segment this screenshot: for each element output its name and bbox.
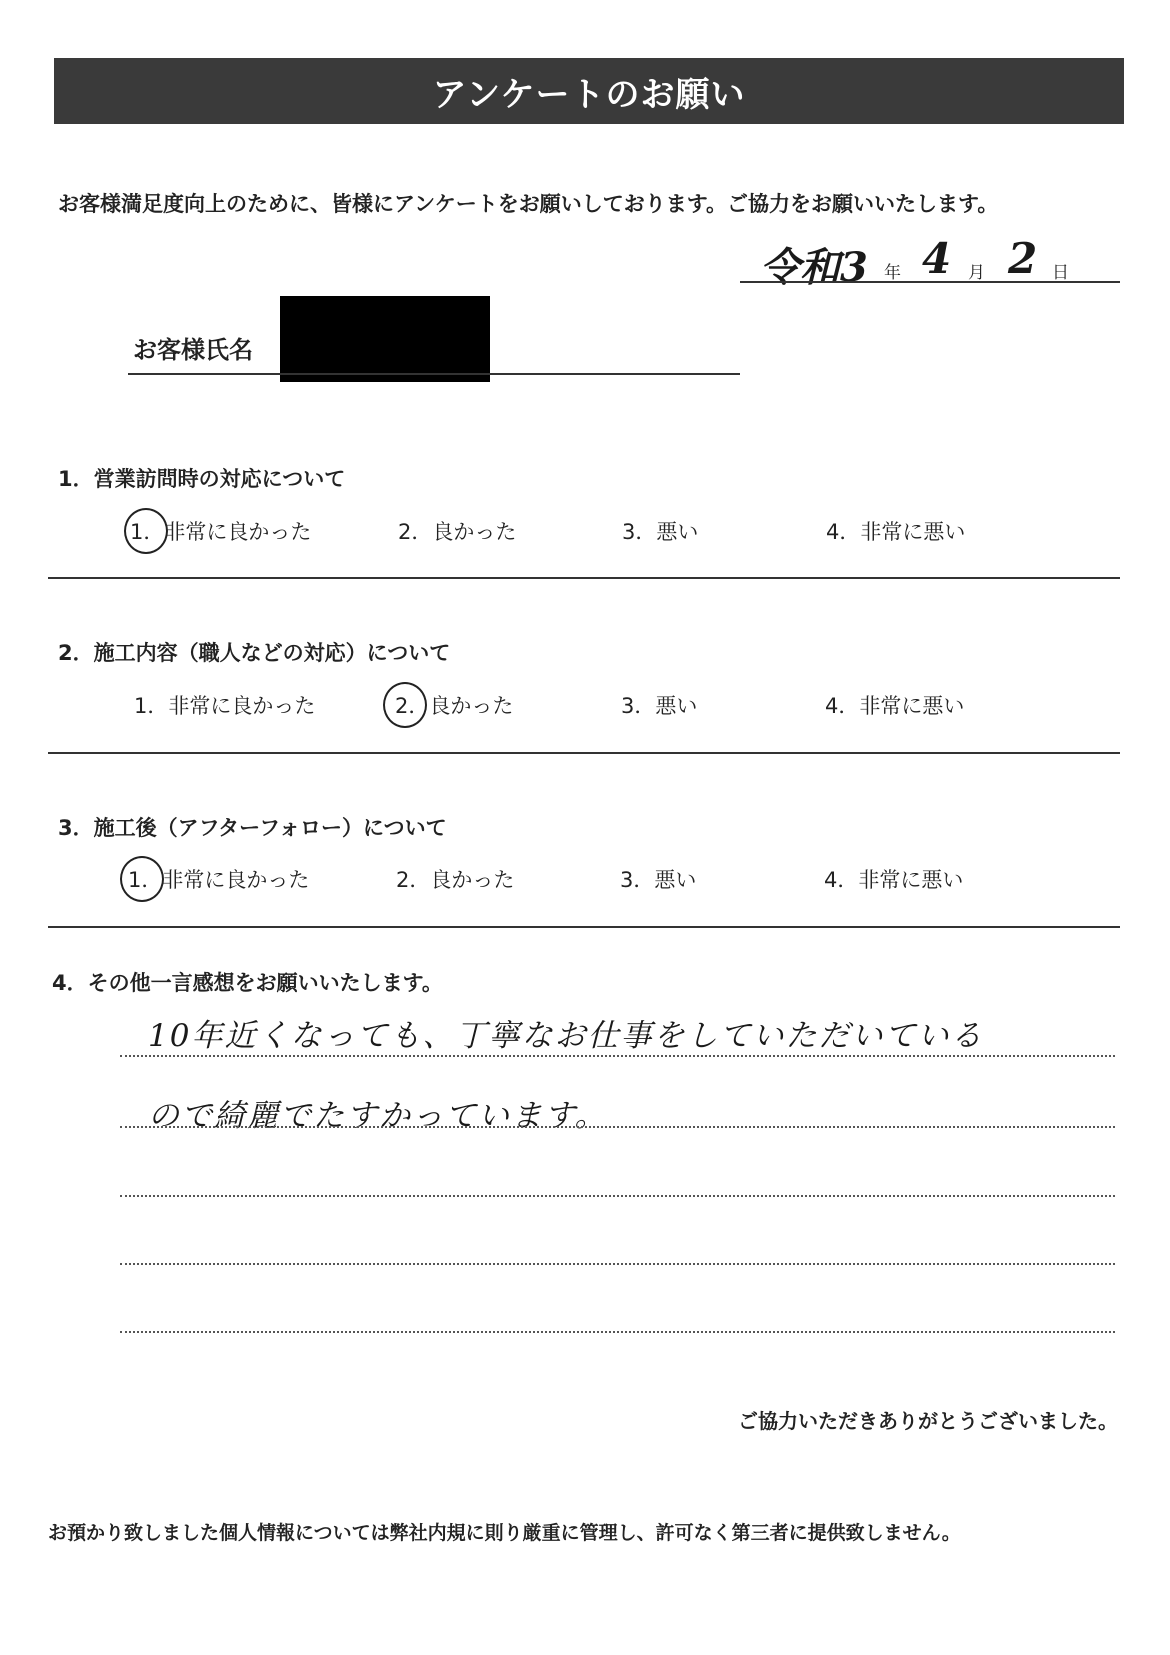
date-year-unit: 年 (884, 263, 901, 283)
date-day-unit: 日 (1052, 263, 1069, 283)
question-2-option-1[interactable]: 1．非常に良かった (134, 694, 316, 718)
question-1-title: 1．営業訪問時の対応について (58, 467, 346, 491)
question-3-separator (48, 926, 1120, 928)
date-day-value: 2 (1008, 234, 1038, 283)
question-1-separator (48, 577, 1120, 579)
privacy-notice: お預かり致しました個人情報については弊社内規に則り厳重に管理し、許可なく第三者に提供致しません。 (48, 1522, 961, 1544)
question-2-separator (48, 752, 1120, 754)
comment-title: 4．その他一言感想をお願いいたします。 (52, 971, 443, 995)
date-month-value: 4 (922, 234, 952, 283)
date-field (760, 234, 1120, 291)
question-1-option-4[interactable]: 4．非常に悪い (826, 520, 966, 544)
question-3-option-3[interactable]: 3．悪い (620, 868, 697, 892)
comment-dotted-line-4 (120, 1263, 1115, 1265)
customer-name-label: お客様氏名 (133, 336, 253, 364)
comment-dotted-line-1 (120, 1055, 1115, 1057)
question-1-option-1[interactable]: 1．非常に良かった (130, 520, 312, 544)
question-2-option-2[interactable]: 2．良かった (395, 694, 514, 718)
redacted-customer-name (280, 296, 490, 382)
title-banner (54, 58, 1124, 124)
comment-dotted-line-3 (120, 1195, 1115, 1197)
question-3-title: 3．施工後（アフターフォロー）について (58, 816, 447, 840)
intro-text: お客様満足度向上のために、皆様にアンケートをお願いしております。ご協力をお願いいたします。 (58, 192, 999, 216)
question-3-option-2[interactable]: 2．良かった (396, 868, 515, 892)
question-2-option-4[interactable]: 4．非常に悪い (825, 694, 965, 718)
customer-name-underline (128, 373, 740, 375)
question-1-option-3[interactable]: 3．悪い (622, 520, 699, 544)
comment-dotted-line-5 (120, 1331, 1115, 1333)
date-month-unit: 月 (968, 263, 985, 283)
question-1-option-2[interactable]: 2．良かった (398, 520, 517, 544)
question-3-option-1[interactable]: 1．非常に良かった (128, 868, 310, 892)
comment-line-1: 10年近くなっても、丁寧なお仕事をしていただいている (148, 1018, 984, 1054)
question-3-option-4[interactable]: 4．非常に悪い (824, 868, 964, 892)
page-title: アンケートのお願い (432, 74, 746, 115)
thanks-text: ご協力いただきありがとうございました。 (738, 1409, 1118, 1433)
question-2-option-3[interactable]: 3．悪い (621, 694, 698, 718)
comment-dotted-line-2 (120, 1126, 1115, 1128)
comment-line-2: ので綺麗でたすかっています。 (148, 1098, 608, 1134)
date-underline (740, 281, 1120, 283)
question-2-title: 2．施工内容（職人などの対応）について (58, 641, 451, 665)
date-era-year-value: 令和3 (760, 244, 868, 291)
